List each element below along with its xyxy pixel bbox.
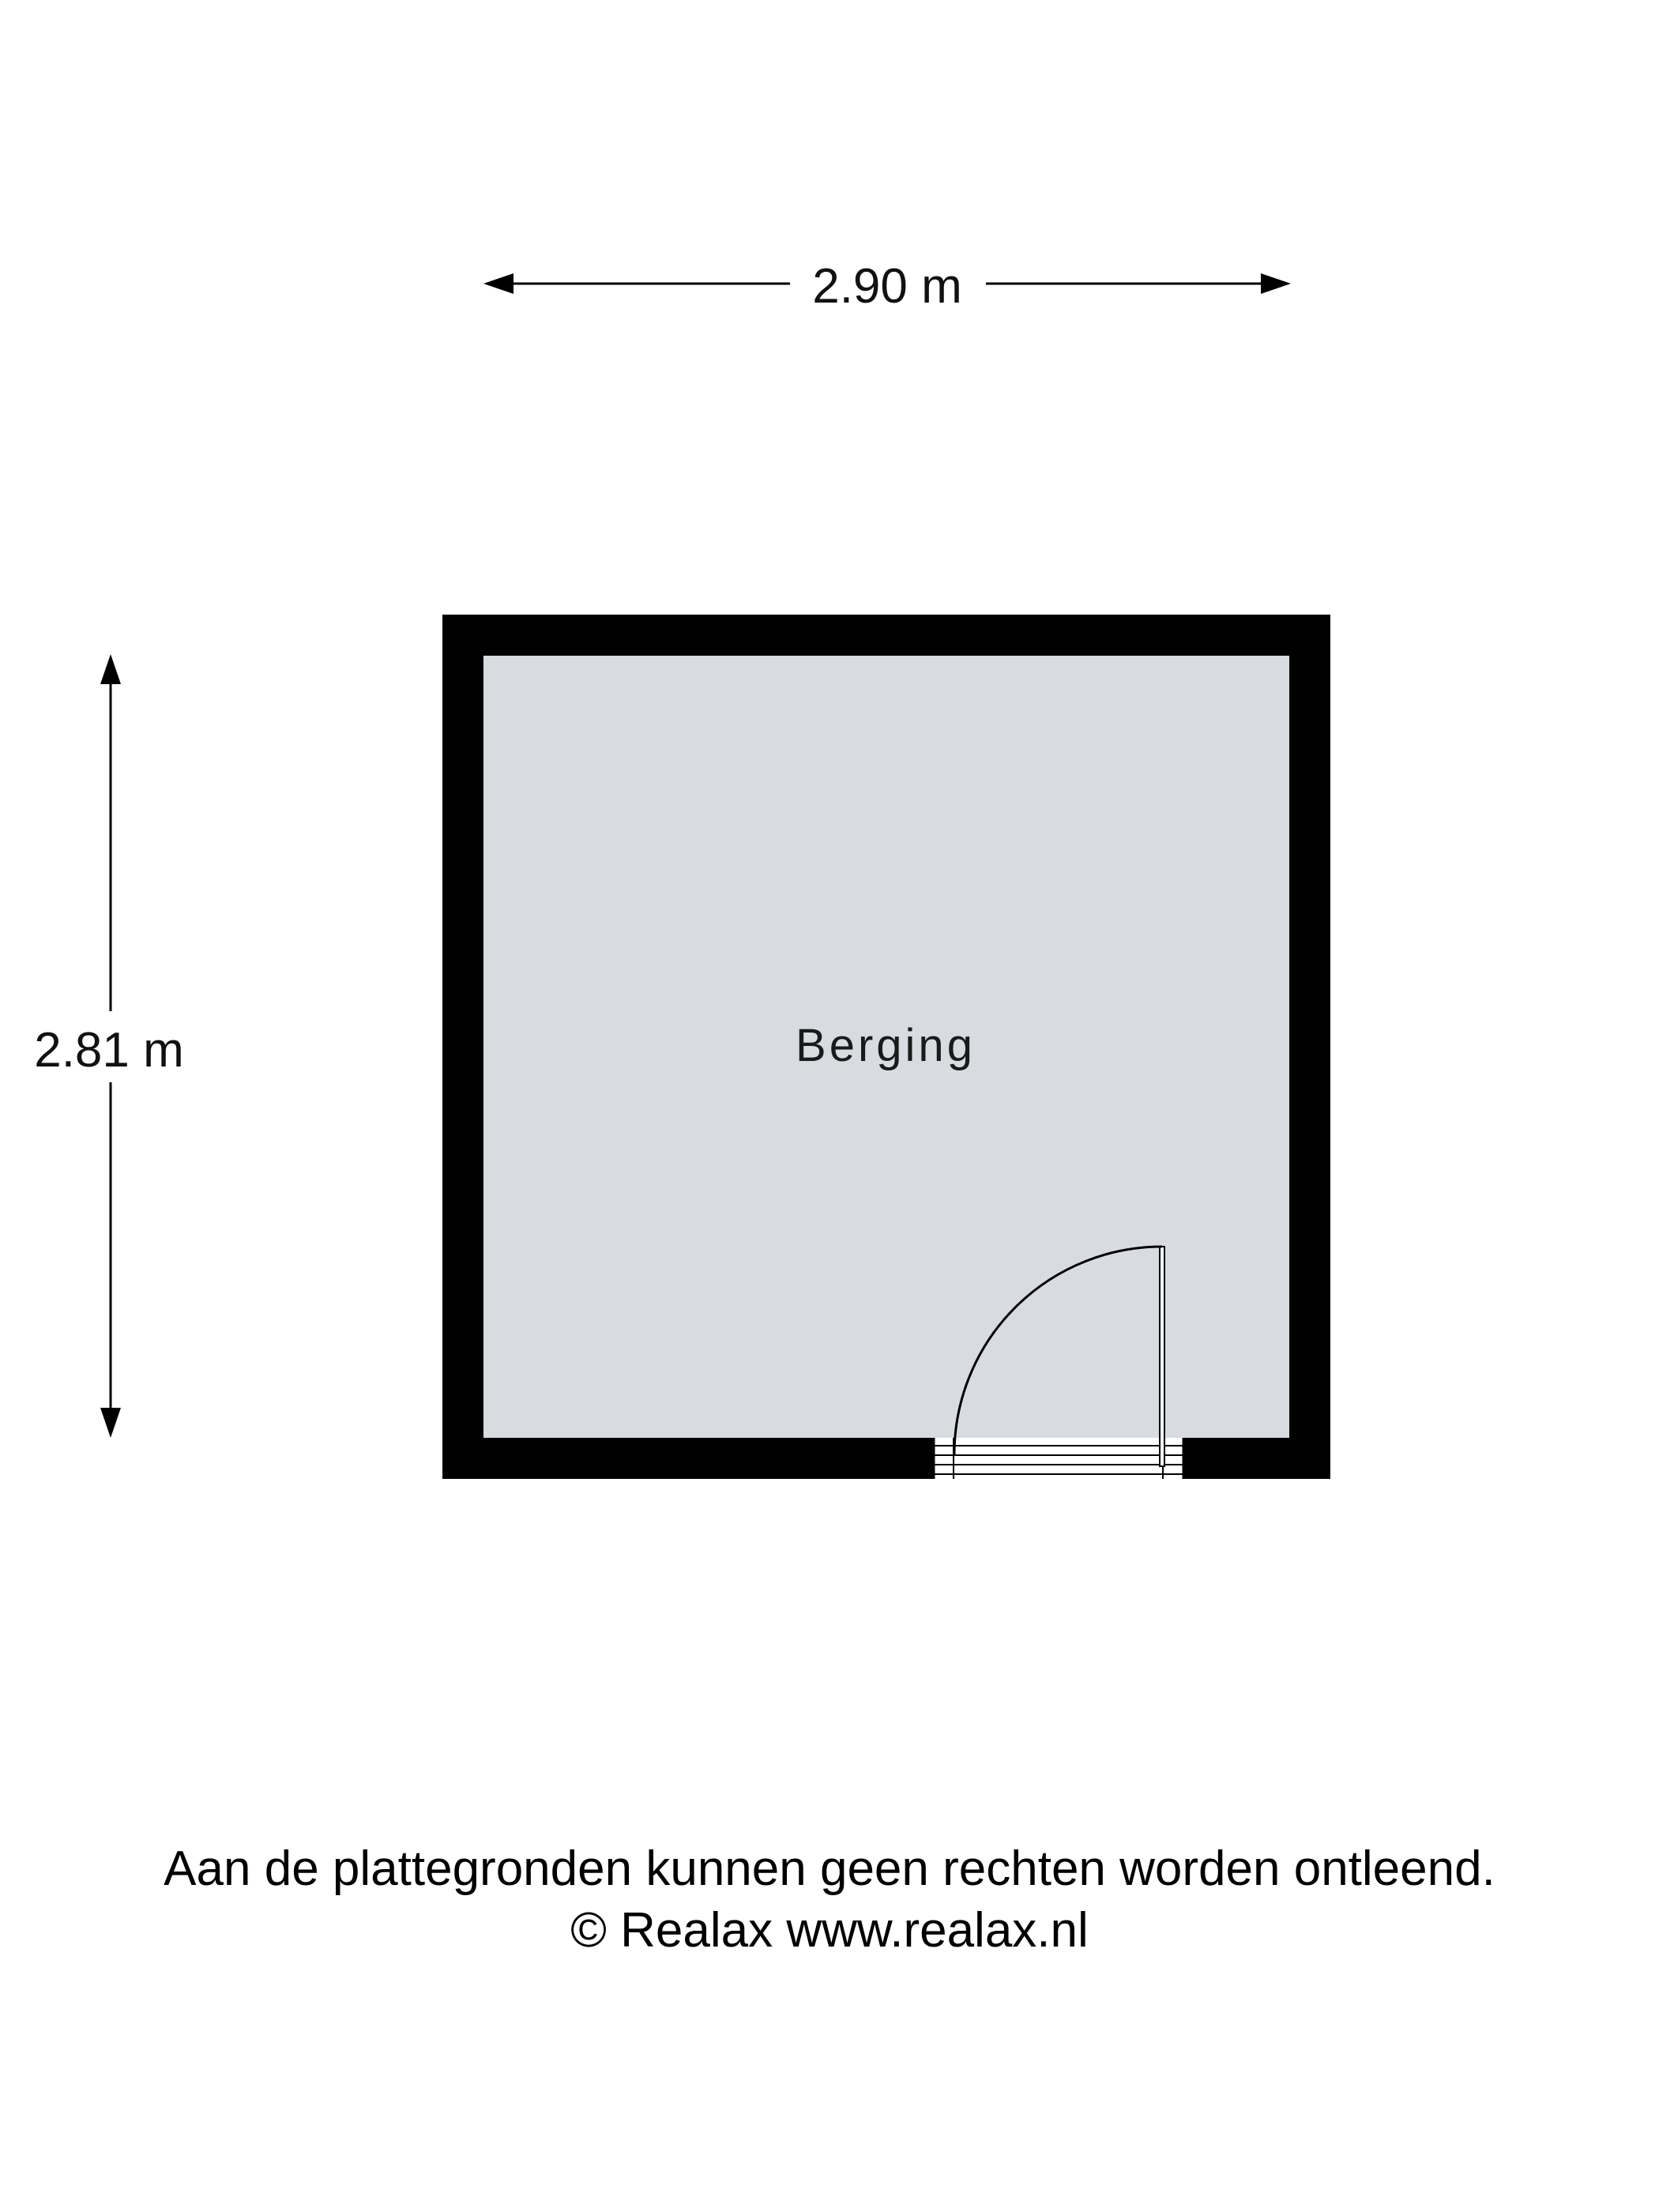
wall-top <box>442 615 1330 656</box>
width-arrow-right-icon <box>1261 273 1291 294</box>
width-dimension-label: 2.90 m <box>812 259 962 314</box>
wall-left <box>442 615 483 1479</box>
height-dimension <box>34 654 184 1438</box>
height-dimension-label: 2.81 m <box>34 1023 184 1078</box>
wall-right <box>1289 615 1330 1479</box>
door-leaf <box>1160 1247 1164 1466</box>
height-arrow-bottom-icon <box>100 1408 121 1438</box>
wall-bottom-right <box>1183 1438 1330 1479</box>
room-label: Berging <box>796 1020 976 1071</box>
door-threshold <box>934 1438 1183 1479</box>
height-arrow-top-icon <box>100 654 121 684</box>
width-dimension <box>483 259 1291 314</box>
copyright-text: © Realax www.realax.nl <box>570 1903 1089 1958</box>
width-arrow-left-icon <box>483 273 514 294</box>
disclaimer-text: Aan de plattegronden kunnen geen rechten worden ontleend. <box>164 1841 1495 1896</box>
wall-bottom-left <box>442 1438 934 1479</box>
